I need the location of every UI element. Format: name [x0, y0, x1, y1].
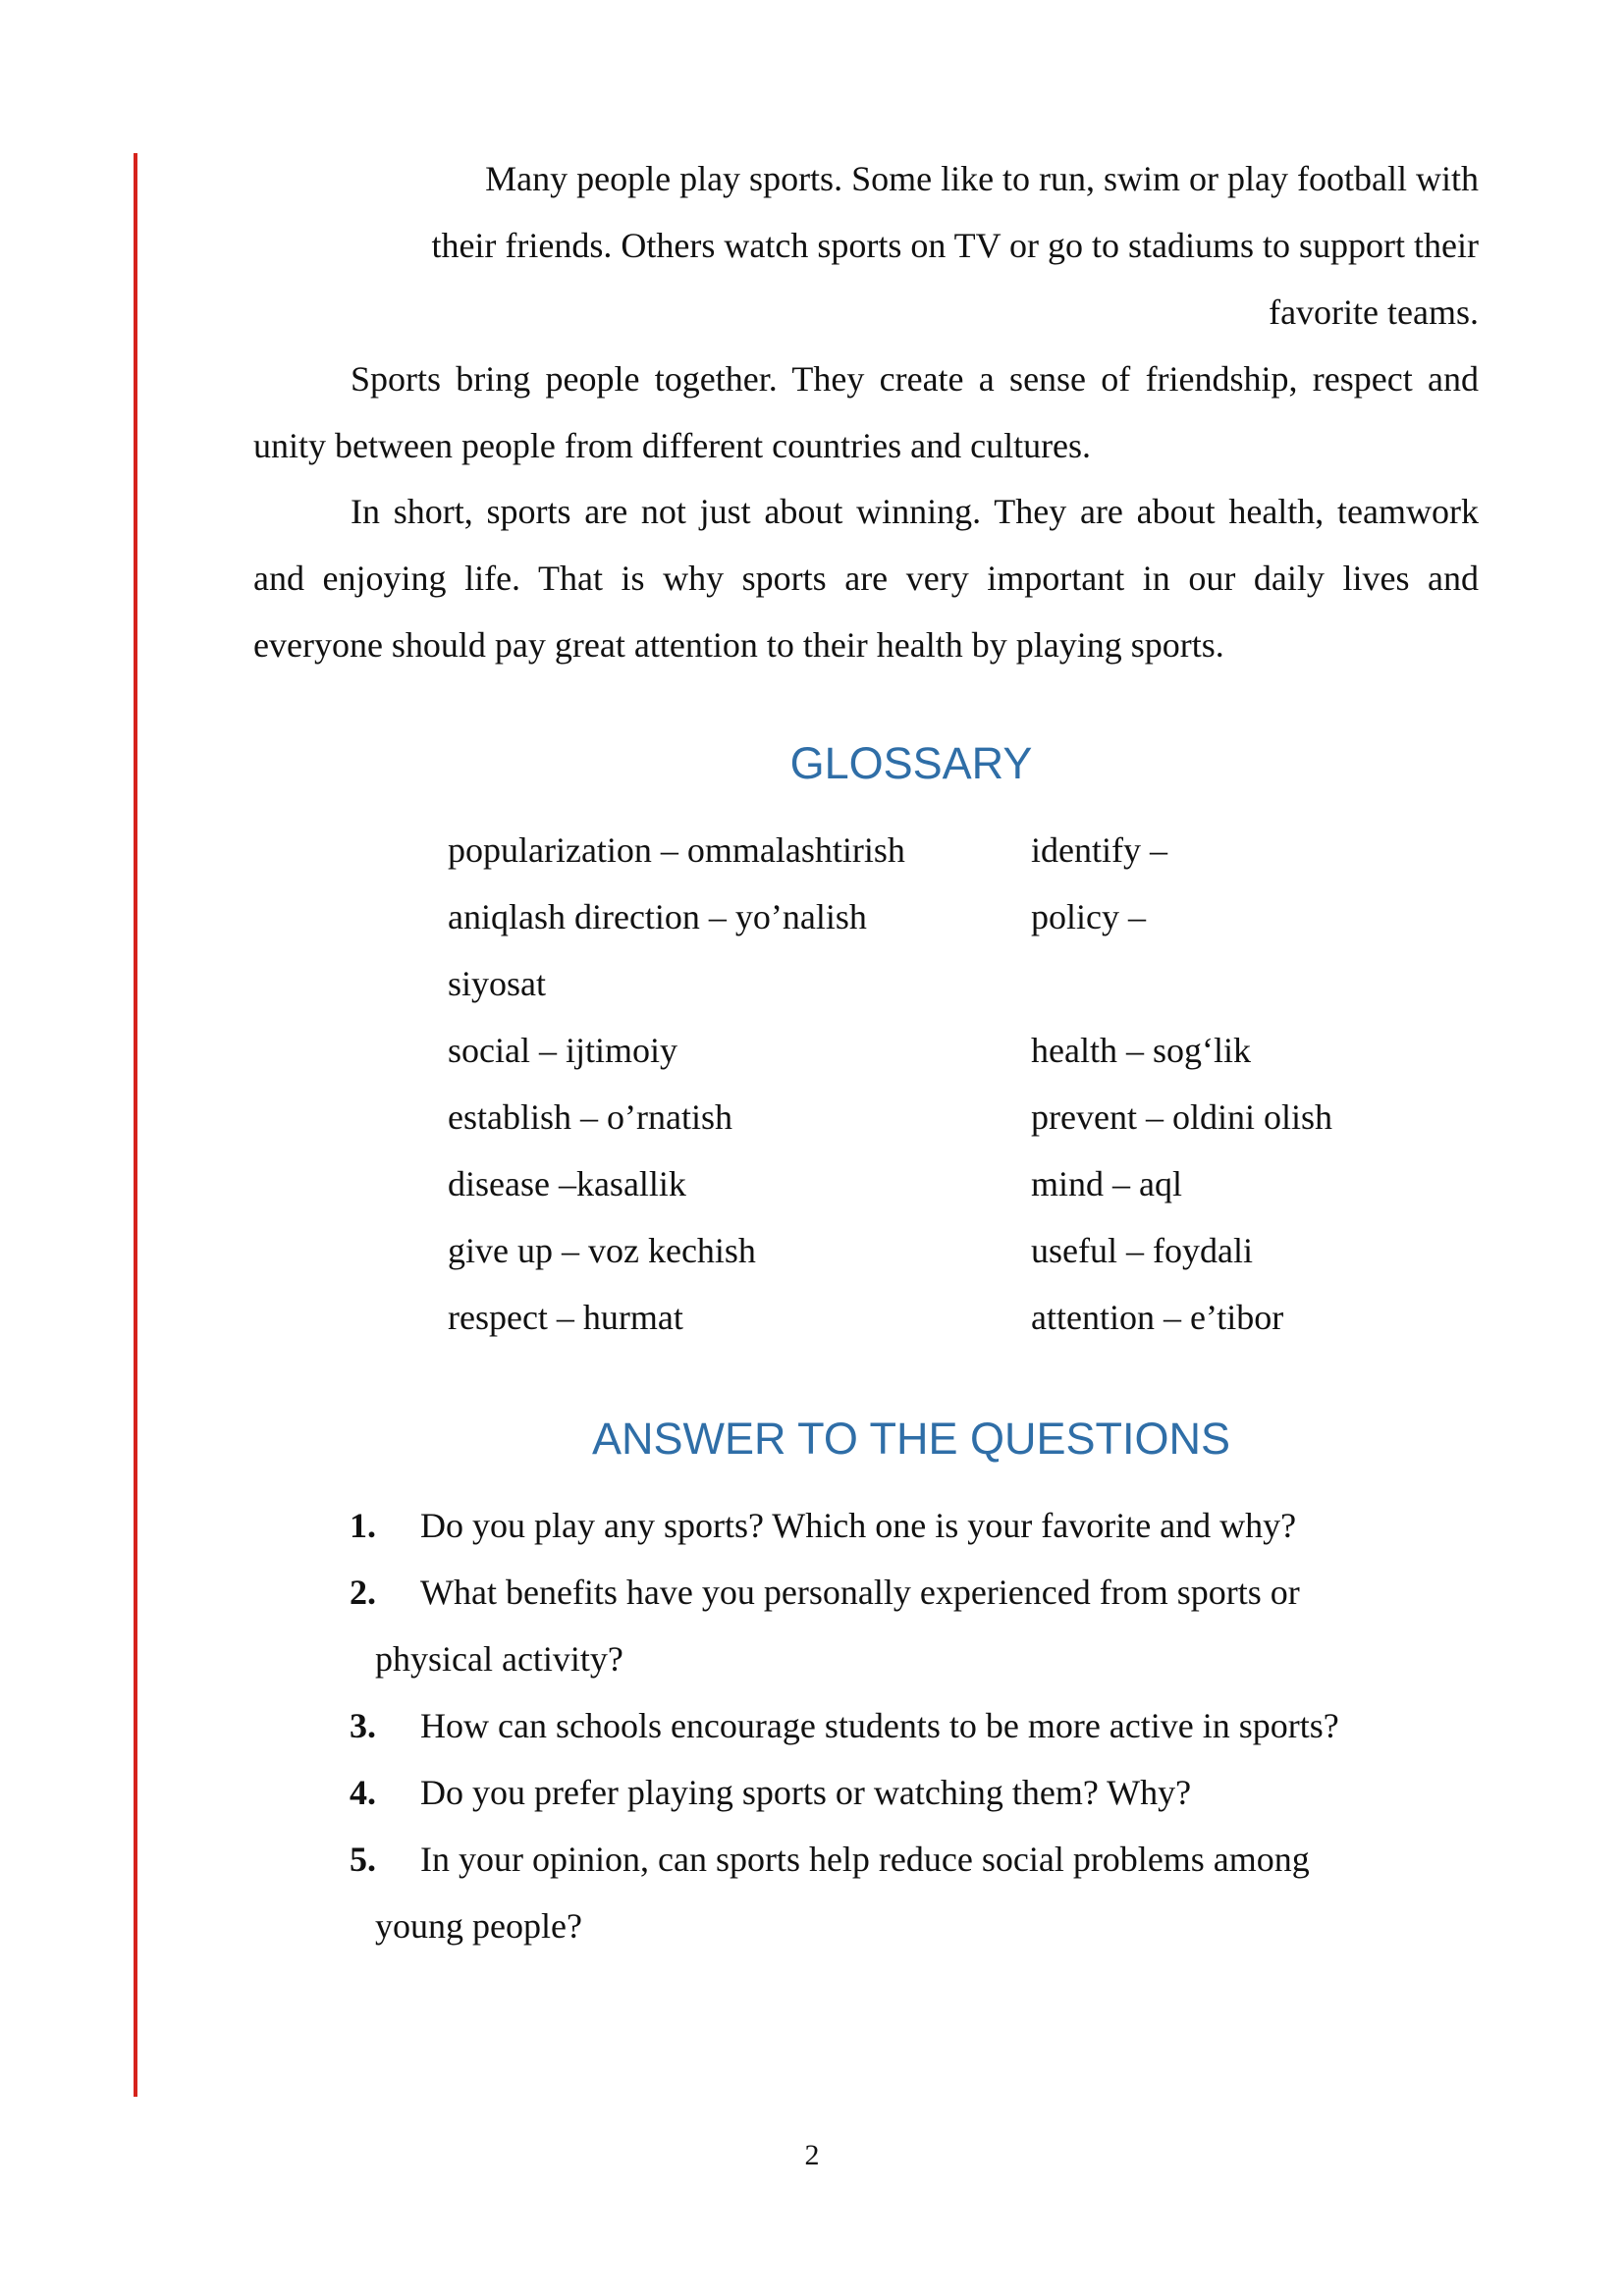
glossary-term-right: useful – foydali: [1031, 1231, 1253, 1270]
glossary-term-right: health – sog‘lik: [1031, 1031, 1251, 1070]
question-number: 1.: [350, 1506, 376, 1545]
glossary-row: [448, 1217, 1332, 1284]
question-item: [350, 1492, 1459, 1559]
intro-paragraph-1-line-2: their friends. Others watch sports on TV or go to stadiums to support their: [431, 226, 1479, 265]
questions-heading: ANSWER TO THE QUESTIONS: [591, 1414, 1231, 1464]
question-text-continued: young people?: [375, 1906, 582, 1946]
question-item: [350, 1559, 1459, 1692]
glossary-row: [448, 1284, 1332, 1351]
question-item: [350, 1759, 1459, 1826]
glossary-row: [448, 817, 1332, 883]
question-text: Do you prefer playing sports or watching them? Why?: [420, 1773, 1192, 1812]
glossary-term-left: aniqlash direction – yo’nalish: [448, 897, 867, 936]
intro-paragraph-3: In short, sports are not just about winning. They are about health, teamwork and enjoying life. That is why sports are very important in our daily lives and everyone should pay great attention to their health by playing sports.: [253, 492, 1479, 665]
question-text: In your opinion, can sports help reduce social problems among: [420, 1840, 1310, 1879]
glossary-list: [448, 817, 1332, 1351]
question-item: [350, 1692, 1459, 1759]
glossary-term-right: mind – aql: [1031, 1164, 1182, 1203]
glossary-row: [448, 950, 1332, 1017]
intro-paragraph-1-line-3: favorite teams.: [1269, 293, 1479, 332]
glossary-term-right: attention – e’tibor: [1031, 1298, 1284, 1337]
page-number: 2: [804, 2139, 820, 2171]
question-text: How can schools encourage students to be more active in sports?: [420, 1706, 1339, 1745]
glossary-row: [448, 1084, 1332, 1150]
glossary-term-left: social – ijtimoiy: [448, 1031, 677, 1070]
intro-paragraph-2: Sports bring people together. They create a sense of friendship, respect and unity between people from different countries and cultures.: [253, 359, 1479, 465]
intro-paragraph-1: [253, 145, 1479, 346]
glossary-term-left: disease –kasallik: [448, 1164, 686, 1203]
question-number: 4.: [350, 1773, 376, 1812]
glossary-term-left: popularization – ommalashtirish: [448, 830, 905, 870]
question-text: Do you play any sports? Which one is your favorite and why?: [420, 1506, 1297, 1545]
glossary-row: [448, 1017, 1332, 1084]
margin-line: [134, 153, 137, 2097]
question-item: [350, 1826, 1459, 1959]
glossary-term-right: policy –: [1031, 897, 1146, 936]
glossary-term-right: prevent – oldini olish: [1031, 1097, 1332, 1137]
questions-list: [350, 1492, 1459, 1959]
glossary-row: [448, 883, 1332, 950]
question-text: What benefits have you personally experienced from sports or: [420, 1573, 1300, 1612]
question-number: 5.: [350, 1840, 376, 1879]
question-text-continued: physical activity?: [375, 1639, 623, 1679]
glossary-term-left: give up – voz kechish: [448, 1231, 756, 1270]
glossary-term-left: establish – o’rnatish: [448, 1097, 732, 1137]
glossary-term-left: respect – hurmat: [448, 1298, 683, 1337]
question-number: 3.: [350, 1706, 376, 1745]
question-number: 2.: [350, 1573, 376, 1612]
intro-paragraph-1-line-1: Many people play sports. Some like to run, swim or play football with: [485, 159, 1479, 198]
glossary-heading: GLOSSARY: [789, 738, 1033, 788]
glossary-row: [448, 1150, 1332, 1217]
glossary-term-right: identify –: [1031, 830, 1167, 870]
glossary-term-left: siyosat: [448, 964, 547, 1003]
